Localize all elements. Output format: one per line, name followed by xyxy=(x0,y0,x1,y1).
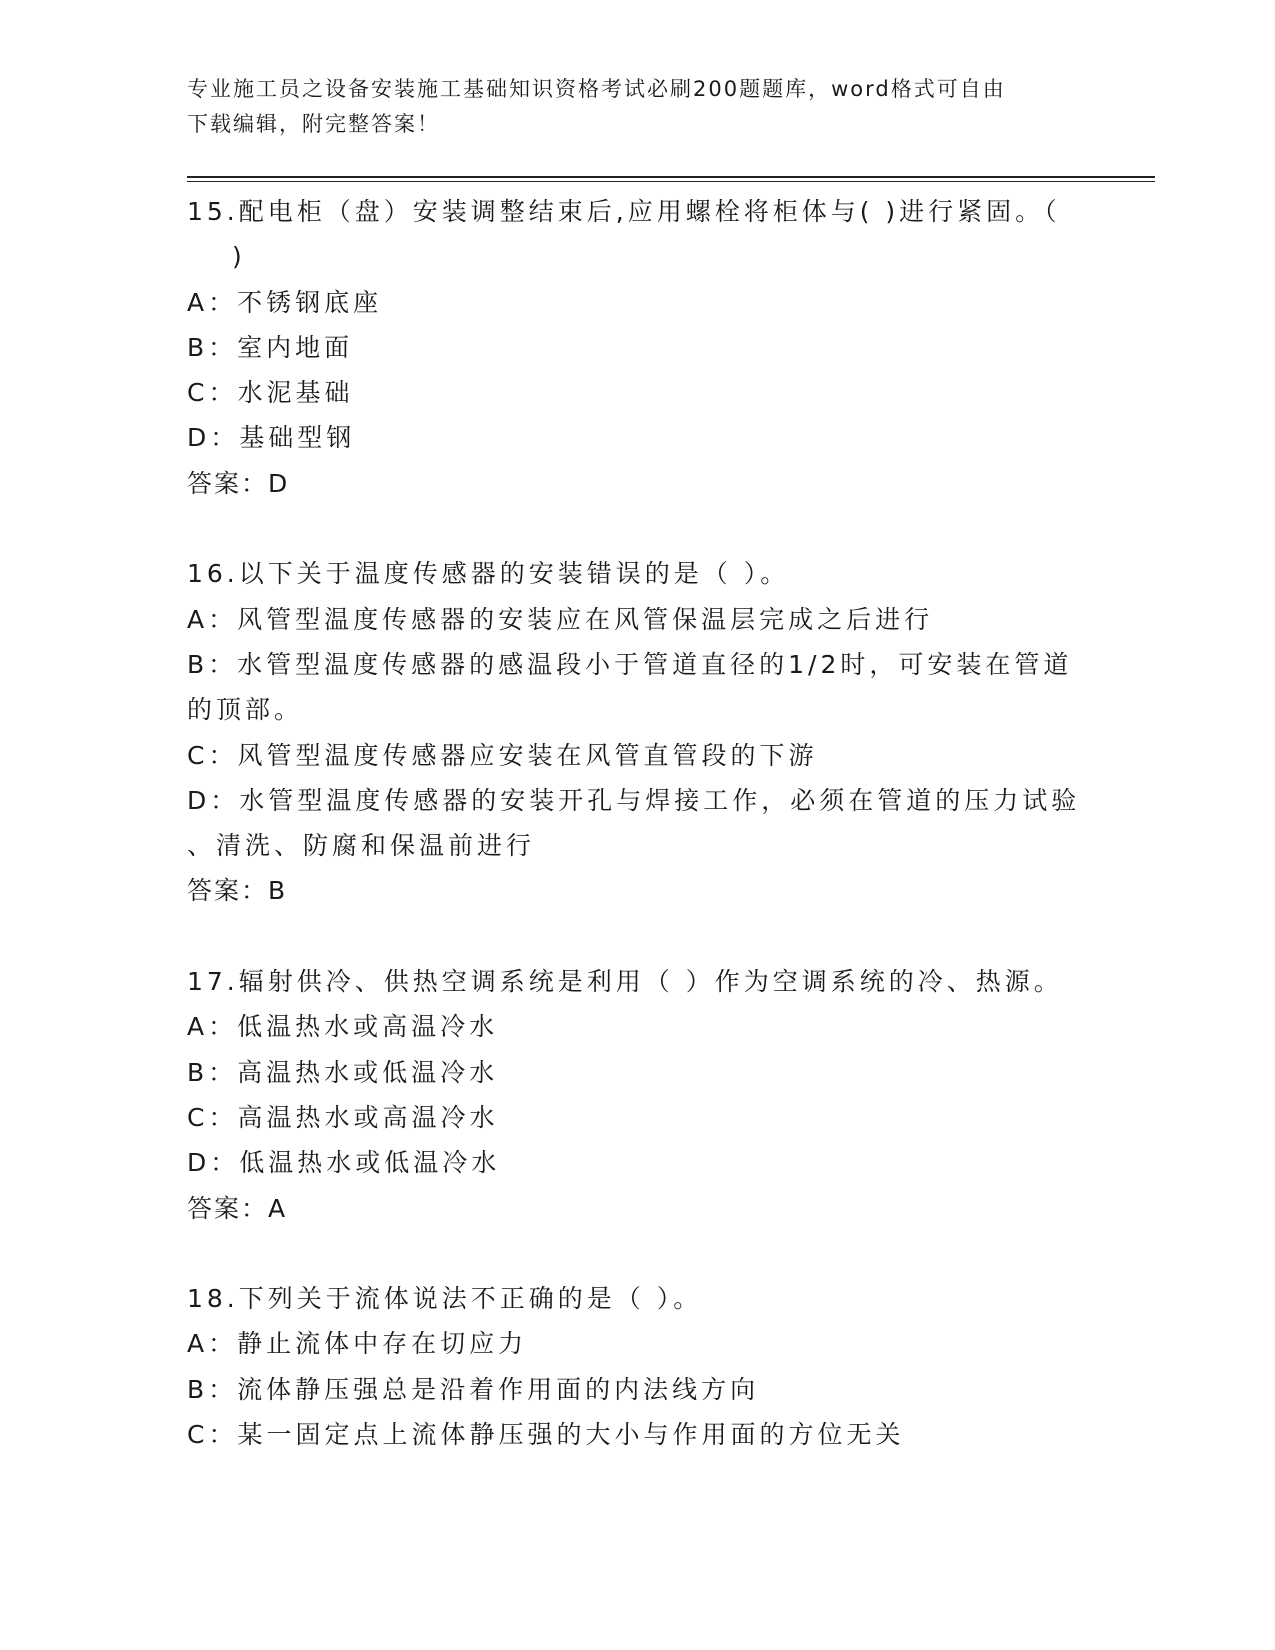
option-a: A：不锈钢底座 xyxy=(187,287,383,317)
question-17 xyxy=(187,959,1077,1231)
option-a: A：静止流体中存在切应力 xyxy=(187,1329,528,1359)
answer: 答案：A xyxy=(187,1193,288,1223)
option-b: B：水管型温度传感器的感温段小于管道直径的1/2时，可安装在管道 xyxy=(187,649,1073,679)
option-d: D：基础型钢 xyxy=(187,423,356,453)
header-line: 专业施工员之设备安装施工基础知识资格考试必刷200题题库，word格式可自由 xyxy=(187,77,1006,101)
option-c: C：水泥基础 xyxy=(187,378,354,408)
option-d: D：水管型温度传感器的安装开孔与焊接工作，必须在管道的压力试验 xyxy=(187,785,1081,815)
header-divider xyxy=(187,176,1155,178)
option-c: C：某一固定点上流体静压强的大小与作用面的方位无关 xyxy=(187,1420,905,1450)
question-list xyxy=(187,189,1081,1457)
option-b-continued: 的顶部。 xyxy=(187,695,304,725)
question-15 xyxy=(187,189,1077,506)
question-stem: 16.以下关于温度传感器的安装错误的是（ ）。 xyxy=(187,559,790,589)
option-d: D：低温热水或低温冷水 xyxy=(187,1148,501,1178)
question-16 xyxy=(187,551,1081,913)
question-stem-continued: ) xyxy=(232,242,246,272)
question-stem: 18.下列关于流体说法不正确的是（ ）。 xyxy=(187,1284,703,1314)
header-divider-thin xyxy=(187,181,1155,182)
question-stem: 17.辐射供冷、供热空调系统是利用（ ）作为空调系统的冷、热源。 xyxy=(187,967,1063,997)
answer: 答案：B xyxy=(187,876,288,906)
option-b: B：高温热水或低温冷水 xyxy=(187,1057,499,1087)
option-b: B：室内地面 xyxy=(187,332,354,362)
option-a: A：低温热水或高温冷水 xyxy=(187,1012,499,1042)
option-d-continued: 、清洗、防腐和保温前进行 xyxy=(187,831,536,861)
question-18 xyxy=(187,1276,1077,1457)
option-a: A：风管型温度传感器的安装应在风管保温层完成之后进行 xyxy=(187,604,934,634)
header-line: 下载编辑，附完整答案！ xyxy=(187,112,440,136)
option-c: C：风管型温度传感器应安装在风管直管段的下游 xyxy=(187,740,818,770)
answer: 答案：D xyxy=(187,468,290,498)
option-c: C：高温热水或高温冷水 xyxy=(187,1102,499,1132)
question-stem: 15.配电柜（盘）安装调整结束后,应用螺栓将柜体与( )进行紧固。（ xyxy=(187,197,1061,226)
option-b: B：流体静压强总是沿着作用面的内法线方向 xyxy=(187,1374,760,1404)
document-header xyxy=(187,72,1067,142)
